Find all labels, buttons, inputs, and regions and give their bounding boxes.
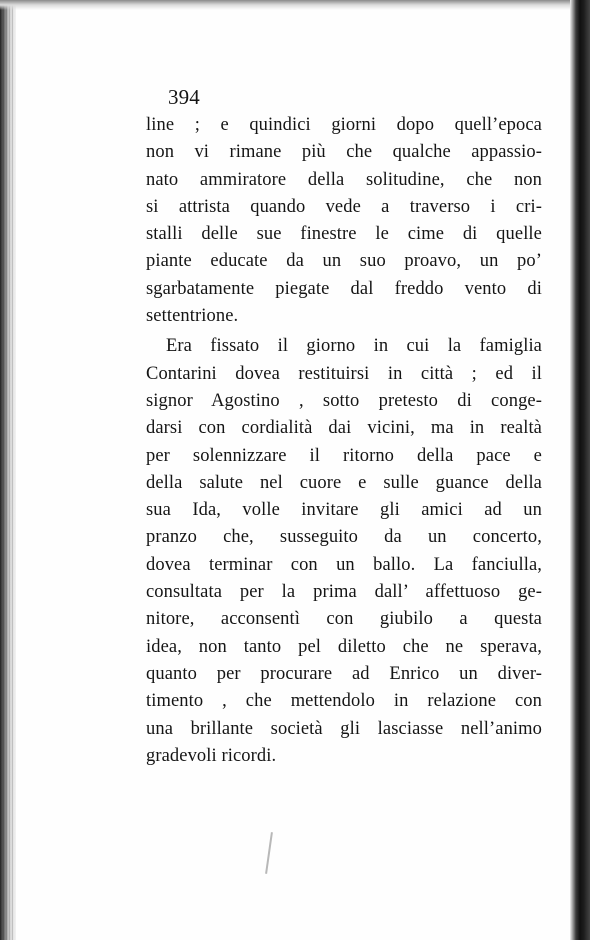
text-line: signor Agostino , sotto pretesto di conge- — [146, 390, 542, 411]
text-line: line ; e quindici giorni dopo quell’epoca — [146, 115, 542, 135]
page-binding-texture — [0, 0, 14, 940]
text-line: consultata per la prima dall’ affettuoso ge- — [146, 582, 542, 603]
text-line: si attrista quando vede a traverso i cri- — [146, 196, 542, 217]
text-line: dovea terminar con un ballo. La fanciulla, — [146, 554, 542, 575]
text-line: piante educate da un suo proavo, un po’ — [146, 251, 542, 272]
text-line: nato ammiratore della solitudine, che non — [146, 169, 542, 190]
text-line: Era fissato il giorno in cui la famiglia — [166, 336, 542, 357]
page-number: 394 — [168, 85, 200, 109]
page-text-block — [146, 82, 542, 770]
text-line: per solennizzare il ritorno della pace e — [146, 445, 542, 466]
text-line: gradevoli ricordi. — [146, 745, 277, 766]
paragraph-1 — [146, 112, 542, 330]
text-line: quanto per procurare ad Enrico un diver- — [146, 663, 542, 684]
text-line: darsi con cordialità dai vicini, ma in realtà — [146, 418, 542, 439]
text-line: pranzo che, susseguito da un concerto, — [146, 527, 542, 548]
text-line: della salute nel cuore e sulle guance della — [146, 472, 542, 493]
text-line: non vi rimane più che qualche appassio- — [146, 142, 542, 163]
text-line: stalli delle sue finestre le cime di quelle — [146, 224, 542, 245]
text-line: settentrione. — [146, 306, 239, 327]
paper-crease-mark — [265, 832, 273, 874]
page-top-edge — [0, 0, 590, 10]
text-line: sgarbatamente piegate dal freddo vento di — [146, 278, 542, 299]
text-line: Contarini dovea restituirsi in città ; ed il — [146, 363, 542, 384]
paragraph-2 — [146, 333, 542, 770]
text-line: una brillante società gli lasciasse nell’animo — [146, 718, 542, 739]
page-right-edge — [570, 0, 590, 940]
text-line: idea, non tanto pel diletto che ne sperava, — [146, 636, 542, 657]
text-line: sua Ida, volle invitare gli amici ad un — [146, 500, 542, 521]
text-line: nitore, acconsentì con giubilo a questa — [146, 609, 542, 630]
text-line: timento , che mettendolo in relazione con — [146, 691, 542, 712]
